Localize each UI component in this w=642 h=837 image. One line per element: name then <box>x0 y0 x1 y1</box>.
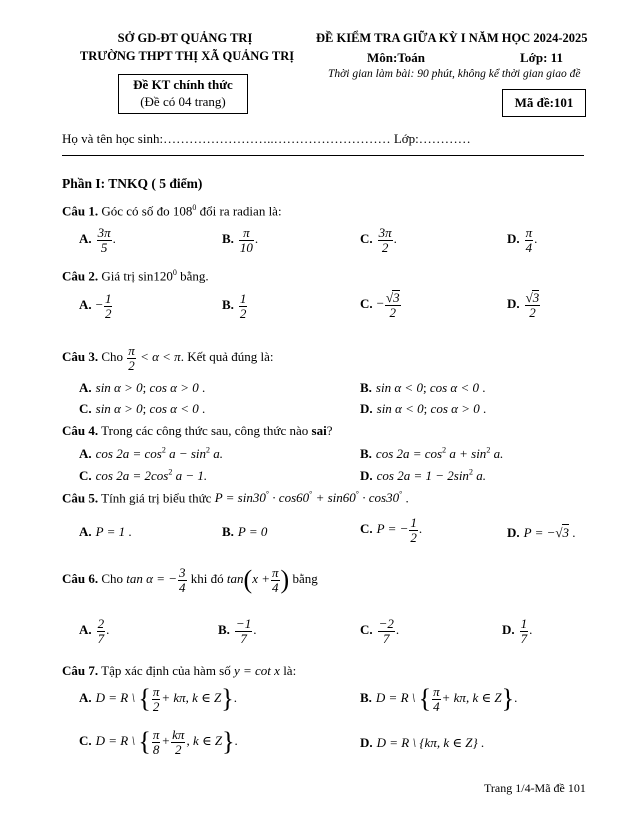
question-7 <box>62 663 296 679</box>
official-box <box>118 74 248 114</box>
q4-bold-word: sai <box>311 423 327 438</box>
q1-tail: đổi ra radian là: <box>199 203 282 219</box>
question-1 <box>62 203 282 219</box>
option-label: A. <box>79 446 92 462</box>
option-label: C. <box>79 468 92 484</box>
q5-text: Tính giá trị biểu thức <box>101 490 212 506</box>
q2-sup: 0 <box>172 268 177 277</box>
page-footer: Trang 1/4-Mã đề 101 <box>484 781 586 795</box>
q7-expr: y = cot x <box>233 663 280 678</box>
q5-option-b[interactable]: B. P = 0 <box>222 524 268 539</box>
q6-option-a[interactable]: A. $\frac{2}{7}$ . <box>79 616 110 646</box>
q7-tail: là: <box>283 663 297 678</box>
q2-option-a[interactable]: A. − $\frac{1}{2}$ <box>79 291 112 321</box>
q6-mid: khi đó <box>190 571 224 587</box>
q4-option-d[interactable]: D. $\cos 2a = 1 - 2\sin^2$ a. <box>360 468 486 484</box>
exam-code: Mã đề:101 <box>502 89 586 117</box>
q1-text: Góc có số đo <box>101 203 170 219</box>
option-label: C. <box>360 622 373 638</box>
q7-text: Tập xác định của hàm số <box>101 663 231 678</box>
question-2 <box>62 268 209 284</box>
option-label: B. <box>360 690 372 706</box>
option-label: D. <box>502 622 515 638</box>
option-label: D. <box>507 295 520 311</box>
q4-option-a[interactable]: A. $\cos 2a = \cos^2 a - \sin^2 a$. <box>79 446 224 462</box>
q5-label: Câu 5. <box>62 490 99 506</box>
q5-option-c[interactable]: C. P = − $\frac{1}{2}$ . <box>360 515 423 545</box>
q6-label: Câu 6. <box>62 571 99 587</box>
q1-option-b[interactable]: B. $\frac{\pi}{10}$ . <box>222 225 259 255</box>
option-label: B. <box>218 622 230 638</box>
option-label: B. <box>222 524 234 539</box>
question-6: Câu 6. Cho tan α = − $\frac{3}{4}$ khi đó tan(x + $\frac{\pi}{4}$ ) bằng <box>62 565 318 595</box>
q3-option-c[interactable]: C. sin α > 0; cos α < 0 . <box>79 401 206 416</box>
option-label: D. <box>360 735 373 750</box>
exam-title: ĐỀ KIỂM TRA GIỮA KỲ I NĂM HỌC 2024-2025 <box>316 31 588 45</box>
time-note: Thời gian làm bài: 90 phút, không kể thời gian giao đề <box>328 68 581 80</box>
option-label: A. <box>79 380 92 395</box>
q4-option-b[interactable]: B. $\cos 2a = \cos^2 a + \sin^2 a$. <box>360 446 504 462</box>
q3-text: Cho <box>101 349 124 365</box>
option-label: C. <box>79 733 92 749</box>
q2-tail: bằng. <box>180 268 209 284</box>
q2-option-d[interactable]: D. $\frac{√3}{2}$ <box>507 290 540 320</box>
option-label: B. <box>360 446 372 462</box>
q5-option-a[interactable]: A. P = 1 . <box>79 524 132 539</box>
option-label: A. <box>79 690 92 706</box>
q7-option-c[interactable]: C. D = R \ { $\frac{\pi}{8}$ + $\frac{k\pi}{2}$ , k ∈ Z}. <box>79 727 238 757</box>
q4-text: Trong các công thức sau, công thức nào <box>101 423 309 438</box>
q1-option-d[interactable]: D. $\frac{\pi}{4}$ . <box>507 225 538 255</box>
section-title: Phần I: TNKQ ( 5 điểm) <box>62 176 203 191</box>
student-name-line: Họ và tên học sinh:……………………..……………………… Lớp:………… <box>62 131 471 146</box>
q1-sup: 0 <box>192 203 197 212</box>
option-label: D. <box>360 401 373 416</box>
option-label: D. <box>360 468 373 484</box>
dept-name: SỞ GD-ĐT QUẢNG TRỊ <box>117 31 253 45</box>
q6-option-c[interactable]: C. $\frac{-2}{7}$ . <box>360 616 400 646</box>
option-label: C. <box>360 521 373 537</box>
option-label: B. <box>222 231 234 247</box>
question-5: Câu 5. Tính giá trị biểu thức P = sin30° · cos60° + sin60° · cos30° . <box>62 490 409 506</box>
q6-option-d[interactable]: D. $\frac{1}{7}$ . <box>502 616 533 646</box>
q6-tail: bằng <box>292 571 318 587</box>
subject: Môn:Toán <box>367 50 426 65</box>
school-name: TRƯỜNG THPT THỊ XÃ QUẢNG TRỊ <box>79 49 295 63</box>
q6-text: Cho <box>101 571 124 587</box>
option-label: A. <box>79 231 92 247</box>
q1-option-c[interactable]: C. $\frac{3\pi}{2}$ . <box>360 225 397 255</box>
official-label: Đề KT chính thức <box>133 77 233 92</box>
q4-label: Câu 4. <box>62 423 99 438</box>
q1-option-a[interactable]: A. $\frac{3\pi}{5}$ . <box>79 225 116 255</box>
q3-option-a[interactable]: A. sin α > 0; cos α > 0 . <box>79 380 206 395</box>
q1-value: 108 <box>172 203 193 219</box>
option-label: A. <box>79 622 92 638</box>
option-label: B. <box>222 297 234 313</box>
q6-option-b[interactable]: B. $\frac{-1}{7}$ . <box>218 616 257 646</box>
q3-label: Câu 3. <box>62 349 99 365</box>
q3-option-d[interactable]: D. sin α < 0; cos α > 0 . <box>360 401 487 416</box>
pages-note: (Đề có 04 trang) <box>140 94 226 109</box>
q7-option-b[interactable]: B. D = R \ { $\frac{\pi}{4}$ + kπ, k ∈ Z}. <box>360 684 518 714</box>
q2-expr: sin120 <box>138 268 173 284</box>
question-3: Câu 3. Cho $\frac{\pi}{2}$ < α < π. Kết quả đúng là: <box>62 343 274 373</box>
q7-option-a[interactable]: A. D = R \ { $\frac{\pi}{2}$ + kπ, k ∈ Z}. <box>79 684 238 714</box>
option-label: A. <box>79 524 92 539</box>
q2-text: Giá trị <box>101 268 135 284</box>
q4-tail: ? <box>326 423 333 438</box>
option-label: C. <box>360 231 373 247</box>
q3-tail: . Kết quả đúng là: <box>180 349 274 365</box>
q3-option-b[interactable]: B. sin α < 0; cos α < 0 . <box>360 380 486 395</box>
option-label: D. <box>507 231 520 247</box>
option-label: A. <box>79 297 92 313</box>
q2-label: Câu 2. <box>62 268 99 284</box>
q1-label: Câu 1. <box>62 203 99 219</box>
q2-option-c[interactable]: C. − $\frac{√3}{2}$ <box>360 290 400 320</box>
q2-option-b[interactable]: B. $\frac{1}{2}$ <box>222 291 247 321</box>
grade: Lớp: 11 <box>520 50 563 65</box>
option-label: B. <box>360 380 372 395</box>
header-divider <box>62 155 584 156</box>
q5-option-d[interactable]: D. P = −√3 . <box>507 525 576 540</box>
q4-option-c[interactable]: C. $\cos 2a = 2\cos^2$ a − 1. <box>79 468 208 484</box>
option-label: D. <box>507 525 520 540</box>
q7-option-d[interactable]: D. D = R \ {kπ, k ∈ Z} . <box>360 735 485 750</box>
question-4 <box>62 423 332 439</box>
option-label: C. <box>360 295 373 311</box>
q7-label: Câu 7. <box>62 663 99 678</box>
option-label: C. <box>79 401 92 416</box>
